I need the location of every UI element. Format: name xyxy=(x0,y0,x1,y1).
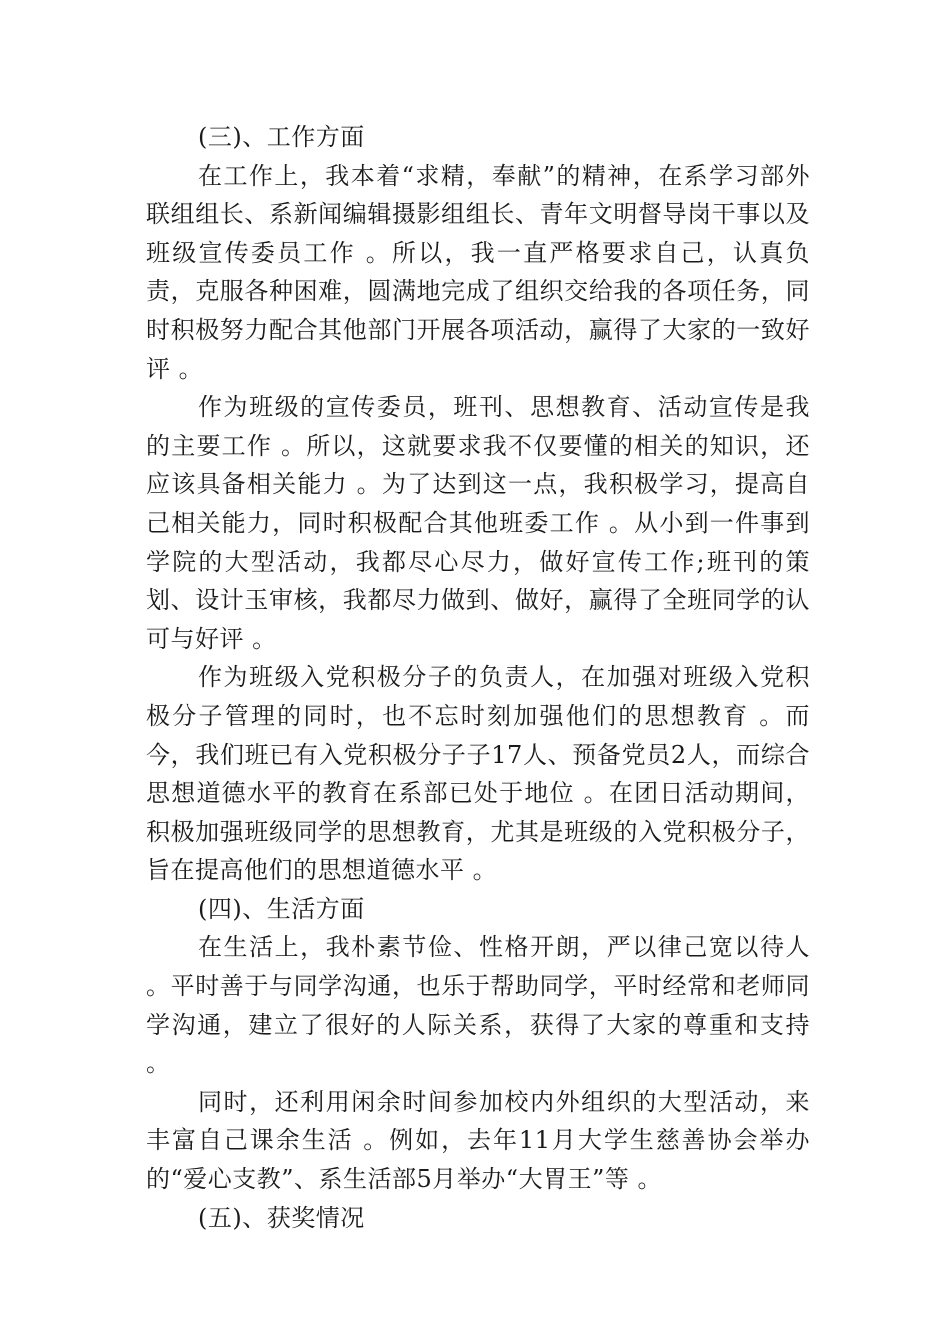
document-body xyxy=(146,118,810,1237)
section-heading-work: (三)、工作方面 xyxy=(198,123,365,151)
section-heading-awards: (五)、获奖情况 xyxy=(198,1203,365,1232)
paragraph-life-2: 同时，还利用闲余时间参加校内外组织的大型活动，来丰富自己课余生活 。例如，去年11月大学生慈善协会举办的“爱心支教”、系生活部5月举办“大胃王”等 。 xyxy=(146,1087,810,1194)
paragraph-life-1: 在生活上，我朴素节俭、性格开朗，严以律己宽以待人 。平时善于与同学沟通，也乐于帮助同学，平时经常和老师同学沟通，建立了很好的人际关系，获得了大家的尊重和支持 。 xyxy=(146,933,810,1078)
paragraph-work-2: 作为班级的宣传委员，班刊、思想教育、活动宣传是我的主要工作 。所以，这就要求我不仅要懂的相关的知识，还应该具备相关能力 。为了达到这一点，我积极学习，提高自己相关能力，同时积极配合其他班委工作 。从小到一件事到学院的大型活动，我都尽心尽力，做好宣传工作;班刊的策划、设计玉审核，我都尽力做到、做好，赢得了全班同学的认可与好评 。 xyxy=(146,393,810,653)
section-heading-life: (四)、生活方面 xyxy=(198,894,365,923)
paragraph-work-3: 作为班级入党积极分子的负责人，在加强对班级入党积极分子管理的同时，也不忘时刻加强他们的思想教育 。而今，我们班已有入党积极分子子17人、预备党员2人，而综合思想道德水平的教育在系部已处于地位 。在团日活动期间，积极加强班级同学的思想教育，尤其是班级的入党积极分子，旨在提高他们的思想道德水平 。 xyxy=(146,663,810,885)
paragraph-work-1: 在工作上，我本着“求精，奉献”的精神，在系学习部外联组组长、系新闻编辑摄影组组长、青年文明督导岗干事以及班级宣传委员工作 。所以，我一直严格要求自己，认真负责，克服各种困难，圆满地完成了组织交给我的各项任务，同时积极努力配合其他部门开展各项活动，赢得了大家的一致好评 。 xyxy=(146,161,810,383)
